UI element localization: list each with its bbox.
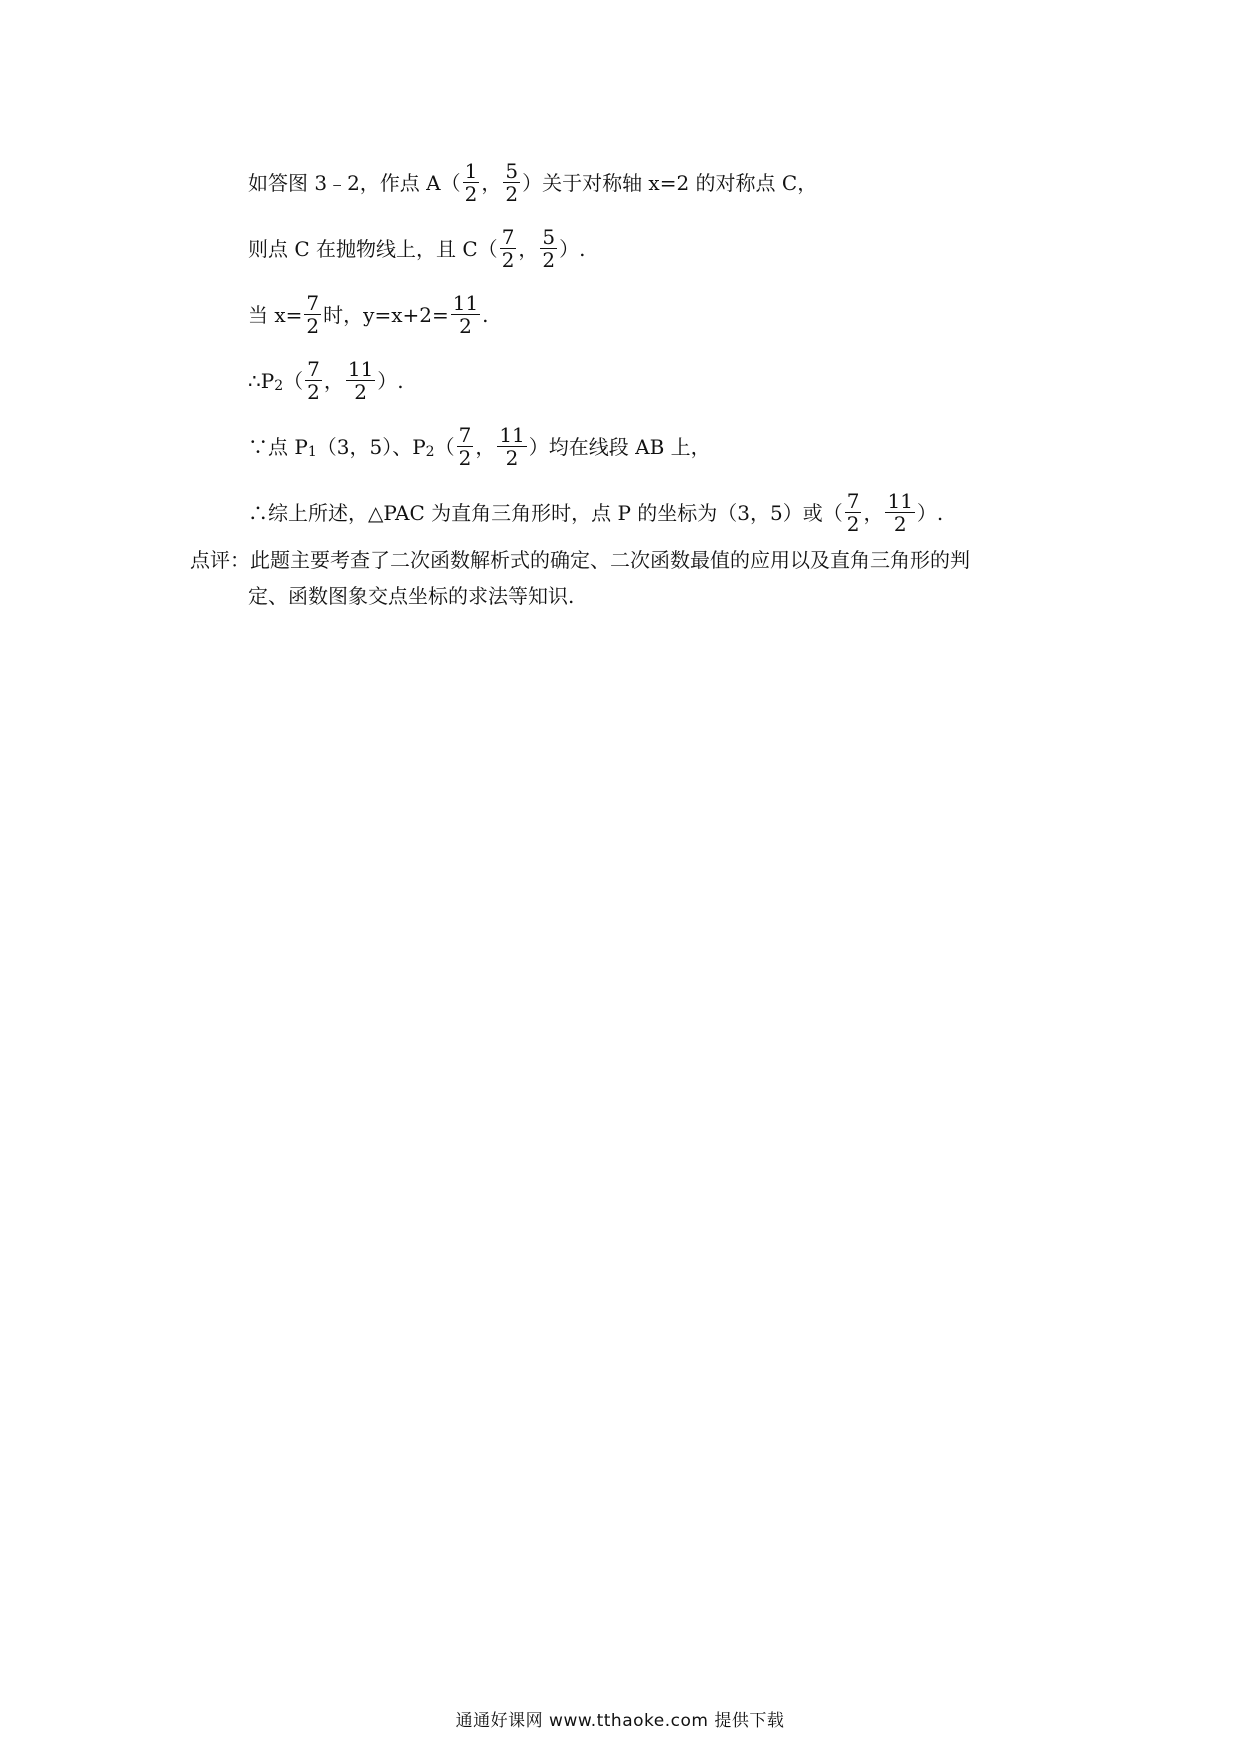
denominator: 2: [505, 446, 519, 470]
subscript: 1: [307, 443, 317, 460]
numerator: 11: [499, 423, 525, 447]
text: ，: [518, 236, 539, 261]
text: ∴综上所述，△PAC 为直角三角形时，点 P 的坐标为（3，5）或（: [248, 500, 843, 525]
text: ）.: [916, 500, 944, 525]
numerator: 7: [307, 357, 320, 381]
text: 当 x=: [248, 302, 303, 327]
denominator: 2: [846, 512, 860, 536]
fraction: [503, 160, 520, 205]
fraction: [457, 424, 474, 469]
solution-line-5: [248, 424, 711, 469]
footer-credit: 通通好课网 www.tthaoke.com 提供下载: [455, 1711, 785, 1731]
subscript: 2: [274, 377, 284, 394]
fraction: [540, 226, 557, 271]
fraction: [885, 490, 914, 535]
numerator: 11: [452, 291, 479, 315]
text: ，: [863, 500, 884, 525]
numerator: 7: [306, 291, 320, 315]
fraction: [463, 160, 480, 205]
fraction: [305, 358, 322, 403]
denominator: 2: [354, 380, 367, 404]
text: ）.: [377, 368, 404, 393]
numerator: 5: [505, 159, 519, 183]
remark-line-1: 点评：此题主要考查了二次函数解析式的确定、二次函数最值的应用以及直角三角形的判: [190, 548, 970, 572]
solution-line-6: [248, 490, 943, 535]
numerator: 7: [846, 489, 860, 513]
text: .: [482, 302, 489, 327]
text: （3，5）、P: [316, 434, 426, 459]
denominator: 2: [505, 182, 519, 206]
denominator: 2: [464, 182, 478, 206]
text: 则点 C 在抛物线上，且 C（: [248, 236, 498, 261]
numerator: 11: [347, 357, 374, 381]
fraction: [497, 424, 526, 469]
denominator: 2: [458, 446, 472, 470]
text: ，: [475, 434, 496, 459]
denominator: 2: [306, 314, 320, 338]
denominator: 2: [893, 512, 907, 536]
denominator: 2: [542, 248, 556, 272]
text: （: [283, 368, 304, 393]
denominator: 2: [501, 248, 515, 272]
solution-line-2: [248, 226, 586, 271]
text: ∵点 P: [248, 434, 308, 459]
text: ，: [481, 170, 502, 195]
text: 时，y=x+2=: [323, 302, 449, 327]
fraction: [451, 292, 480, 337]
text: ∴P: [248, 368, 275, 393]
remark-line-2: 定、函数图象交点坐标的求法等知识.: [248, 584, 575, 608]
text: ，: [323, 368, 344, 393]
fraction: [500, 226, 517, 271]
fraction: [346, 358, 375, 403]
numerator: 7: [458, 423, 472, 447]
text: ）均在线段 AB 上，: [528, 434, 711, 459]
denominator: 2: [459, 314, 472, 338]
numerator: 11: [887, 489, 913, 513]
denominator: 2: [307, 380, 320, 404]
subscript: 2: [425, 443, 435, 460]
solution-line-4: [248, 358, 404, 403]
text: 如答图 3﹣2，作点 A（: [248, 170, 461, 195]
remark-block: [190, 542, 970, 614]
solution-line-1: [248, 160, 817, 205]
numerator: 5: [542, 225, 556, 249]
fraction: [845, 490, 862, 535]
numerator: 1: [464, 159, 478, 183]
solution-line-3: [248, 292, 489, 337]
numerator: 7: [501, 225, 515, 249]
fraction: [304, 292, 321, 337]
text: ）关于对称轴 x=2 的对称点 C，: [522, 170, 818, 195]
text: ）.: [559, 236, 586, 261]
text: （: [434, 434, 455, 459]
